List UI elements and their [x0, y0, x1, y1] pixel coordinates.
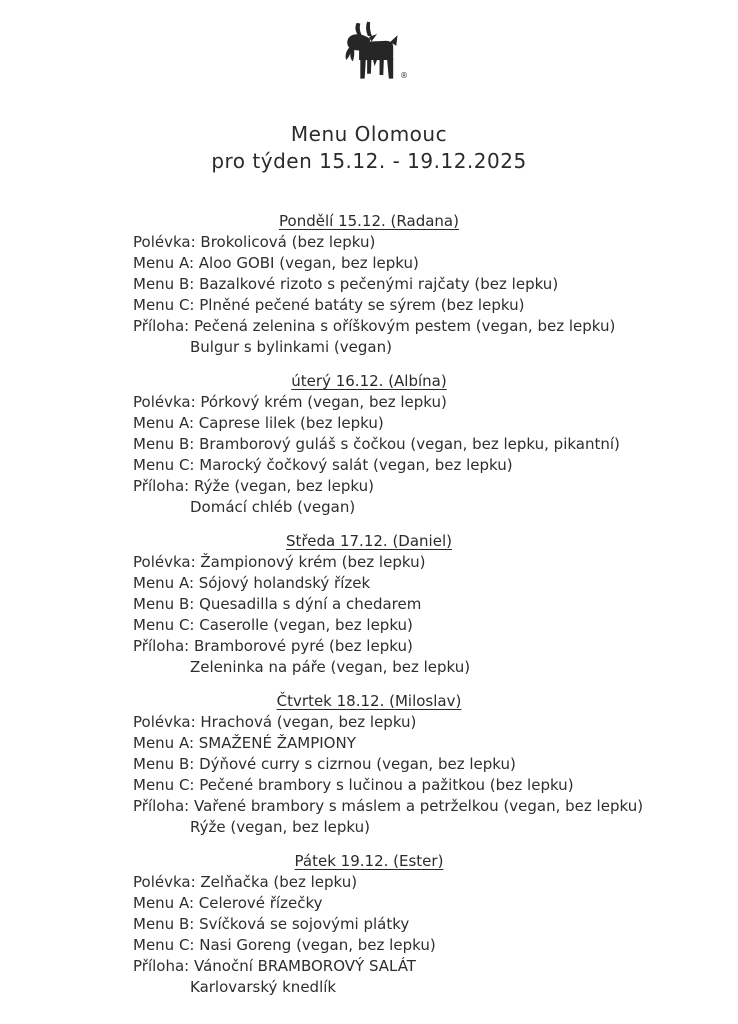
menu-line-continuation: Karlovarský knedlík: [190, 978, 337, 996]
menu-line-continuation: Rýže (vegan, bez lepku): [190, 818, 370, 836]
menu-line: Příloha: Vařené brambory s máslem a petrželkou (vegan, bez lepku): [133, 797, 644, 815]
day-section-wednesday: [133, 531, 605, 678]
menu-line-continuation: Bulgur s bylinkami (vegan): [190, 338, 392, 356]
menu-line: Polévka: Zelňačka (bez lepku): [133, 873, 358, 891]
menu-line: Příloha: Pečená zelenina s oříškovým pestem (vegan, bez lepku): [133, 317, 616, 335]
day-section-thursday: [133, 691, 644, 838]
day-heading: Čtvrtek 18.12. (Miloslav): [276, 692, 462, 710]
title-line-1: Menu Olomouc: [290, 122, 448, 146]
menu-line-continuation: Domácí chléb (vegan): [190, 498, 356, 516]
menu-line-continuation: Zeleninka na páře (vegan, bez lepku): [190, 658, 471, 676]
menu-line: Menu C: Caserolle (vegan, bez lepku): [133, 616, 413, 634]
goat-logo-icon: [338, 20, 408, 84]
day-section-friday: [133, 851, 605, 998]
menu-line: Menu C: Pečené brambory s lučinou a pažitkou (bez lepku): [133, 776, 574, 794]
day-heading: Pondělí 15.12. (Radana): [279, 212, 459, 230]
menu-days: [133, 211, 644, 1011]
menu-line: Menu A: Caprese lilek (bez lepku): [133, 414, 384, 432]
menu-line: Polévka: Žampionový krém (bez lepku): [133, 553, 426, 571]
menu-line: Polévka: Hrachová (vegan, bez lepku): [133, 713, 417, 731]
title-line-2: pro týden 15.12. - 19.12.2025: [211, 149, 527, 173]
menu-line: Menu B: Dýňové curry s cizrnou (vegan, bez lepku): [133, 755, 516, 773]
menu-line: Příloha: Rýže (vegan, bez lepku): [133, 477, 374, 495]
menu-line: Menu B: Quesadilla s dýní a chedarem: [133, 595, 422, 613]
menu-line: Menu A: Aloo GOBI (vegan, bez lepku): [133, 254, 419, 272]
day-heading: Středa 17.12. (Daniel): [286, 532, 452, 550]
menu-line: Menu C: Marocký čočkový salát (vegan, bez lepku): [133, 456, 513, 474]
logo-area: [0, 20, 738, 88]
menu-line: Menu A: Celerové řízečky: [133, 894, 323, 912]
day-heading: úterý 16.12. (Albína): [291, 372, 447, 390]
menu-line: Menu B: Bazalkové rizoto s pečenými rajčaty (bez lepku): [133, 275, 559, 293]
day-section-tuesday: [133, 371, 620, 518]
menu-line: Příloha: Bramborové pyré (bez lepku): [133, 637, 413, 655]
menu-line: Menu C: Plněné pečené batáty se sýrem (bez lepku): [133, 296, 525, 314]
menu-line: Menu B: Svíčková se sojovými plátky: [133, 915, 410, 933]
day-heading: Pátek 19.12. (Ester): [294, 852, 444, 870]
goat-icon: [338, 20, 400, 84]
menu-line: Menu B: Bramborový guláš s čočkou (vegan, bez lepku, pikantní): [133, 435, 620, 453]
menu-line: Polévka: Pórkový krém (vegan, bez lepku): [133, 393, 447, 411]
page-title: [0, 121, 738, 175]
menu-line: Menu A: SMAŽENÉ ŽAMPIONY: [133, 734, 356, 752]
menu-line: Polévka: Brokolicová (bez lepku): [133, 233, 376, 251]
registered-trademark: ®: [400, 71, 408, 80]
day-section-monday: [133, 211, 616, 358]
menu-line: Menu A: Sójový holandský řízek: [133, 574, 371, 592]
menu-line: Menu C: Nasi Goreng (vegan, bez lepku): [133, 936, 436, 954]
menu-line: Příloha: Vánoční BRAMBOROVÝ SALÁT: [133, 957, 416, 975]
